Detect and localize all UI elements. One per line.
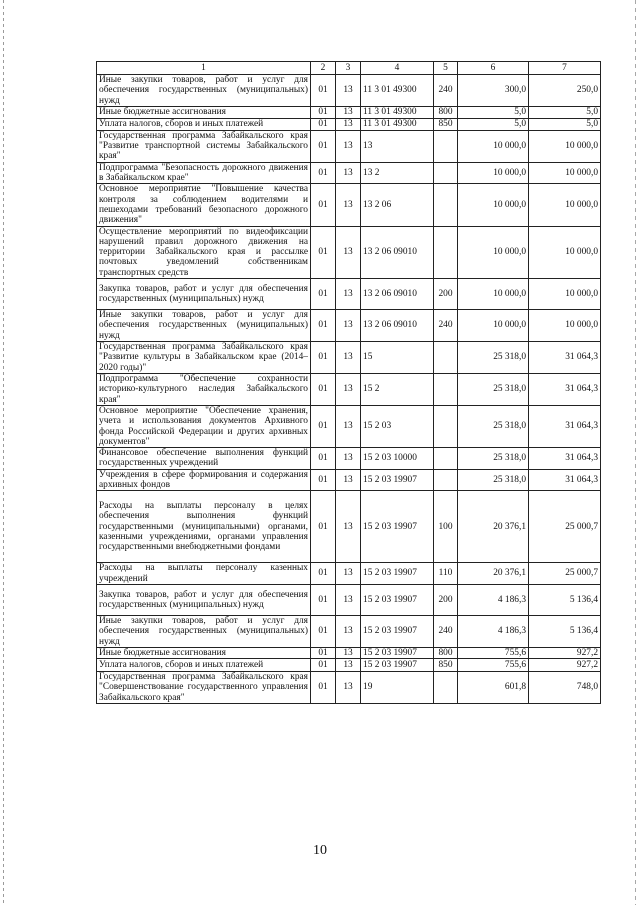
header-cell: 4 xyxy=(361,62,434,75)
budget-table xyxy=(96,61,601,704)
row-section: 01 xyxy=(311,491,336,563)
table-row xyxy=(97,563,601,585)
row-target-article: 15 2 03 19907 xyxy=(361,584,434,615)
row-name: Государственная программа Забайкальского края "Развитие транспортной системы Забайкальского края" xyxy=(97,130,311,162)
table-row xyxy=(97,672,601,704)
row-sum-year2: 25 000,7 xyxy=(529,491,601,563)
row-sum-year1: 25 318,0 xyxy=(458,373,529,405)
row-expense-type xyxy=(434,226,458,278)
row-name: Уплата налогов, сборов и иных платежей xyxy=(97,659,311,672)
row-target-article: 15 2 03 19907 xyxy=(361,659,434,672)
row-sum-year1: 300,0 xyxy=(458,75,529,107)
row-expense-type xyxy=(434,448,458,470)
header-cell: 7 xyxy=(529,62,601,75)
row-sum-year1: 10 000,0 xyxy=(458,184,529,226)
header-cell: 2 xyxy=(311,62,336,75)
row-name: Иные бюджетные ассигнования xyxy=(97,647,311,658)
row-sum-year2: 5 136,4 xyxy=(529,584,601,615)
row-target-article: 15 2 03 19907 xyxy=(361,469,434,491)
row-name: Учреждения в сфере формирования и содержания архивных фондов xyxy=(97,469,311,491)
row-name: Государственная программа Забайкальского края "Совершенствование государственного управления Забайкальского края" xyxy=(97,672,311,704)
row-expense-type: 200 xyxy=(434,279,458,310)
row-sum-year1: 4 186,3 xyxy=(458,615,529,647)
row-sum-year1: 20 376,1 xyxy=(458,491,529,563)
row-target-article: 11 3 01 49300 xyxy=(361,118,434,130)
row-section: 01 xyxy=(311,615,336,647)
row-expense-type xyxy=(434,469,458,491)
table-row xyxy=(97,106,601,118)
row-subsection: 13 xyxy=(336,279,361,310)
table-body xyxy=(97,62,601,704)
table-row xyxy=(97,130,601,162)
row-sum-year2: 250,0 xyxy=(529,75,601,107)
row-name: Подпрограмма "Безопасность дорожного движения в Забайкальском крае" xyxy=(97,162,311,184)
row-name: Уплата налогов, сборов и иных платежей xyxy=(97,118,311,130)
row-name: Иные бюджетные ассигнования xyxy=(97,106,311,118)
row-sum-year2: 10 000,0 xyxy=(529,279,601,310)
row-target-article: 11 3 01 49300 xyxy=(361,75,434,107)
row-sum-year2: 927,2 xyxy=(529,647,601,658)
row-expense-type xyxy=(434,130,458,162)
row-expense-type: 240 xyxy=(434,75,458,107)
row-sum-year2: 5 136,4 xyxy=(529,615,601,647)
row-subsection: 13 xyxy=(336,615,361,647)
row-subsection: 13 xyxy=(336,647,361,658)
table-row xyxy=(97,584,601,615)
row-sum-year1: 601,8 xyxy=(458,672,529,704)
row-subsection: 13 xyxy=(336,584,361,615)
row-sum-year2: 31 064,3 xyxy=(529,448,601,470)
row-section: 01 xyxy=(311,341,336,373)
row-sum-year2: 31 064,3 xyxy=(529,341,601,373)
header-cell: 3 xyxy=(336,62,361,75)
row-expense-type: 100 xyxy=(434,491,458,563)
row-section: 01 xyxy=(311,563,336,585)
row-sum-year1: 25 318,0 xyxy=(458,341,529,373)
row-subsection: 13 xyxy=(336,310,361,342)
row-name: Закупка товаров, работ и услуг для обеспечения государственных (муниципальных) нужд xyxy=(97,279,311,310)
table-row xyxy=(97,405,601,447)
table-row xyxy=(97,469,601,491)
page-number: 10 xyxy=(313,843,327,858)
row-section: 01 xyxy=(311,162,336,184)
row-expense-type: 850 xyxy=(434,118,458,130)
row-sum-year1: 20 376,1 xyxy=(458,563,529,585)
row-section: 01 xyxy=(311,448,336,470)
row-target-article: 15 2 03 19907 xyxy=(361,563,434,585)
table-row xyxy=(97,118,601,130)
row-sum-year2: 10 000,0 xyxy=(529,162,601,184)
row-subsection: 13 xyxy=(336,130,361,162)
row-name: Иные закупки товаров, работ и услуг для обеспечения государственных (муниципальных) нужд xyxy=(97,75,311,107)
row-name: Осуществление мероприятий по видеофиксации нарушений правил дорожного движения на территории Забайкальского края и рассылке почтовых уведомлений собственникам транспортных средств xyxy=(97,226,311,278)
row-sum-year1: 4 186,3 xyxy=(458,584,529,615)
row-sum-year1: 25 318,0 xyxy=(458,448,529,470)
row-section: 01 xyxy=(311,130,336,162)
table-row xyxy=(97,448,601,470)
row-sum-year2: 10 000,0 xyxy=(529,226,601,278)
row-section: 01 xyxy=(311,584,336,615)
row-sum-year2: 31 064,3 xyxy=(529,405,601,447)
table-row xyxy=(97,162,601,184)
row-name: Основное мероприятие "Обеспечение хранения, учета и использования документов Архивного фонда Российской Федерации и других архивных документов" xyxy=(97,405,311,447)
row-subsection: 13 xyxy=(336,118,361,130)
row-expense-type: 110 xyxy=(434,563,458,585)
row-target-article: 13 2 06 09010 xyxy=(361,310,434,342)
row-expense-type: 240 xyxy=(434,310,458,342)
row-subsection: 13 xyxy=(336,106,361,118)
row-target-article: 13 2 06 09010 xyxy=(361,226,434,278)
row-target-article: 13 xyxy=(361,130,434,162)
row-target-article: 15 2 03 19907 xyxy=(361,491,434,563)
header-cell: 1 xyxy=(97,62,311,75)
row-target-article: 19 xyxy=(361,672,434,704)
row-sum-year1: 10 000,0 xyxy=(458,226,529,278)
row-expense-type: 200 xyxy=(434,584,458,615)
row-name: Закупка товаров, работ и услуг для обеспечения государственных (муниципальных) нужд xyxy=(97,584,311,615)
row-expense-type xyxy=(434,162,458,184)
row-subsection: 13 xyxy=(336,469,361,491)
row-sum-year2: 5,0 xyxy=(529,106,601,118)
row-sum-year2: 927,2 xyxy=(529,659,601,672)
row-section: 01 xyxy=(311,226,336,278)
row-subsection: 13 xyxy=(336,184,361,226)
row-sum-year2: 10 000,0 xyxy=(529,310,601,342)
row-sum-year1: 25 318,0 xyxy=(458,469,529,491)
row-sum-year2: 10 000,0 xyxy=(529,184,601,226)
row-sum-year1: 25 318,0 xyxy=(458,405,529,447)
row-section: 01 xyxy=(311,310,336,342)
scan-edge-right xyxy=(635,0,636,905)
table-row xyxy=(97,75,601,107)
scan-edge-left xyxy=(3,0,4,905)
row-sum-year2: 31 064,3 xyxy=(529,373,601,405)
row-target-article: 15 2 03 xyxy=(361,405,434,447)
table-row xyxy=(97,310,601,342)
row-expense-type: 800 xyxy=(434,647,458,658)
row-section: 01 xyxy=(311,184,336,226)
row-target-article: 15 xyxy=(361,341,434,373)
row-sum-year1: 755,6 xyxy=(458,647,529,658)
row-subsection: 13 xyxy=(336,226,361,278)
table-row xyxy=(97,226,601,278)
row-section: 01 xyxy=(311,118,336,130)
row-name: Подпрограмма "Обеспечение сохранности историко-культурного наследия Забайкальского края" xyxy=(97,373,311,405)
row-section: 01 xyxy=(311,647,336,658)
table-row xyxy=(97,659,601,672)
row-subsection: 13 xyxy=(336,672,361,704)
row-sum-year1: 10 000,0 xyxy=(458,162,529,184)
row-section: 01 xyxy=(311,279,336,310)
row-target-article: 13 2 06 xyxy=(361,184,434,226)
header-cell: 5 xyxy=(434,62,458,75)
row-expense-type xyxy=(434,184,458,226)
row-expense-type: 800 xyxy=(434,106,458,118)
row-subsection: 13 xyxy=(336,491,361,563)
row-name: Финансовое обеспечение выполнения функций государственных учреждений xyxy=(97,448,311,470)
row-target-article: 15 2 03 19907 xyxy=(361,615,434,647)
row-expense-type xyxy=(434,405,458,447)
row-sum-year2: 748,0 xyxy=(529,672,601,704)
row-name: Основное мероприятие "Повышение качества контроля за соблюдением водителями и пешеходами требований безопасного дорожного движения" xyxy=(97,184,311,226)
row-target-article: 13 2 06 09010 xyxy=(361,279,434,310)
table-row xyxy=(97,615,601,647)
row-name: Иные закупки товаров, работ и услуг для обеспечения государственных (муниципальных) нужд xyxy=(97,310,311,342)
row-target-article: 15 2 xyxy=(361,373,434,405)
row-section: 01 xyxy=(311,106,336,118)
row-expense-type xyxy=(434,341,458,373)
row-section: 01 xyxy=(311,659,336,672)
row-section: 01 xyxy=(311,75,336,107)
row-sum-year2: 10 000,0 xyxy=(529,130,601,162)
row-target-article: 15 2 03 19907 xyxy=(361,647,434,658)
row-target-article: 11 3 01 49300 xyxy=(361,106,434,118)
row-subsection: 13 xyxy=(336,75,361,107)
row-subsection: 13 xyxy=(336,448,361,470)
row-sum-year2: 25 000,7 xyxy=(529,563,601,585)
row-subsection: 13 xyxy=(336,659,361,672)
row-subsection: 13 xyxy=(336,162,361,184)
row-expense-type xyxy=(434,672,458,704)
row-target-article: 13 2 xyxy=(361,162,434,184)
table-row xyxy=(97,341,601,373)
table-row xyxy=(97,279,601,310)
row-subsection: 13 xyxy=(336,341,361,373)
row-sum-year1: 755,6 xyxy=(458,659,529,672)
row-name: Расходы на выплаты персоналу в целях обеспечения выполнения функций государственными (муниципальными) органами, казенными учреждениями, органами управления государственными внебюджетными фондами xyxy=(97,491,311,563)
row-expense-type: 240 xyxy=(434,615,458,647)
table-row xyxy=(97,491,601,563)
row-sum-year1: 10 000,0 xyxy=(458,130,529,162)
row-target-article: 15 2 03 10000 xyxy=(361,448,434,470)
row-expense-type xyxy=(434,373,458,405)
row-sum-year2: 5,0 xyxy=(529,118,601,130)
row-sum-year1: 10 000,0 xyxy=(458,279,529,310)
table-row xyxy=(97,647,601,658)
row-name: Расходы на выплаты персоналу казенных учреждений xyxy=(97,563,311,585)
row-subsection: 13 xyxy=(336,563,361,585)
row-sum-year1: 5,0 xyxy=(458,118,529,130)
row-section: 01 xyxy=(311,405,336,447)
table-row xyxy=(97,184,601,226)
table-header-row xyxy=(97,62,601,75)
row-section: 01 xyxy=(311,373,336,405)
row-section: 01 xyxy=(311,469,336,491)
row-section: 01 xyxy=(311,672,336,704)
row-expense-type: 850 xyxy=(434,659,458,672)
table-row xyxy=(97,373,601,405)
row-subsection: 13 xyxy=(336,373,361,405)
row-subsection: 13 xyxy=(336,405,361,447)
row-sum-year1: 10 000,0 xyxy=(458,310,529,342)
row-name: Иные закупки товаров, работ и услуг для обеспечения государственных (муниципальных) нужд xyxy=(97,615,311,647)
row-name: Государственная программа Забайкальского края "Развитие культуры в Забайкальском крае (2014–2020 годы)" xyxy=(97,341,311,373)
row-sum-year1: 5,0 xyxy=(458,106,529,118)
header-cell: 6 xyxy=(458,62,529,75)
row-sum-year2: 31 064,3 xyxy=(529,469,601,491)
